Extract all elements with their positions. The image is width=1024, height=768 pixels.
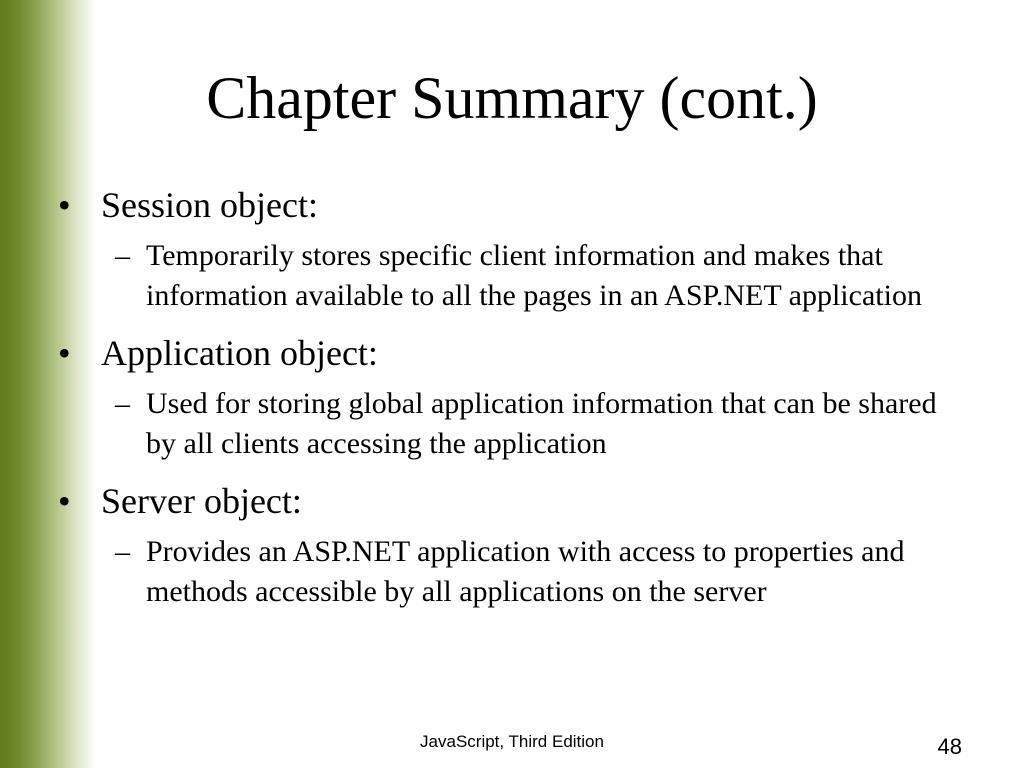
bullet-icon: • [58, 333, 71, 373]
bullet-item [58, 332, 958, 374]
slide-footer: JavaScript, Third Edition [420, 732, 604, 751]
sub-bullet-item [58, 384, 958, 464]
bullet-label: Application object: [101, 333, 378, 373]
bullet-icon: • [58, 481, 71, 521]
bullet-group-session [58, 184, 958, 316]
bullet-group-application [58, 332, 958, 464]
sub-bullet-item [58, 236, 958, 316]
bullet-group-server [58, 480, 958, 612]
dash-icon: – [115, 535, 130, 568]
dash-icon: – [115, 239, 130, 272]
sub-bullet-text: Used for storing global application information that can be shared by all clients accessing the application [146, 387, 937, 460]
slide-title: Chapter Summary (cont.) [206, 65, 818, 131]
sub-bullet-text: Provides an ASP.NET application with access to properties and methods accessible by all applications on the server [146, 535, 905, 608]
sub-bullet-item [58, 532, 958, 612]
bullet-item [58, 480, 958, 522]
page-number: 48 [937, 734, 962, 759]
bullet-icon: • [58, 185, 71, 225]
sub-bullet-text: Temporarily stores specific client information and makes that information available to all the pages in an ASP.NET application [146, 239, 922, 312]
dash-icon: – [115, 387, 130, 420]
slide-content [58, 184, 958, 628]
bullet-label: Server object: [101, 481, 302, 521]
bullet-item [58, 184, 958, 226]
bullet-label: Session object: [101, 185, 318, 225]
